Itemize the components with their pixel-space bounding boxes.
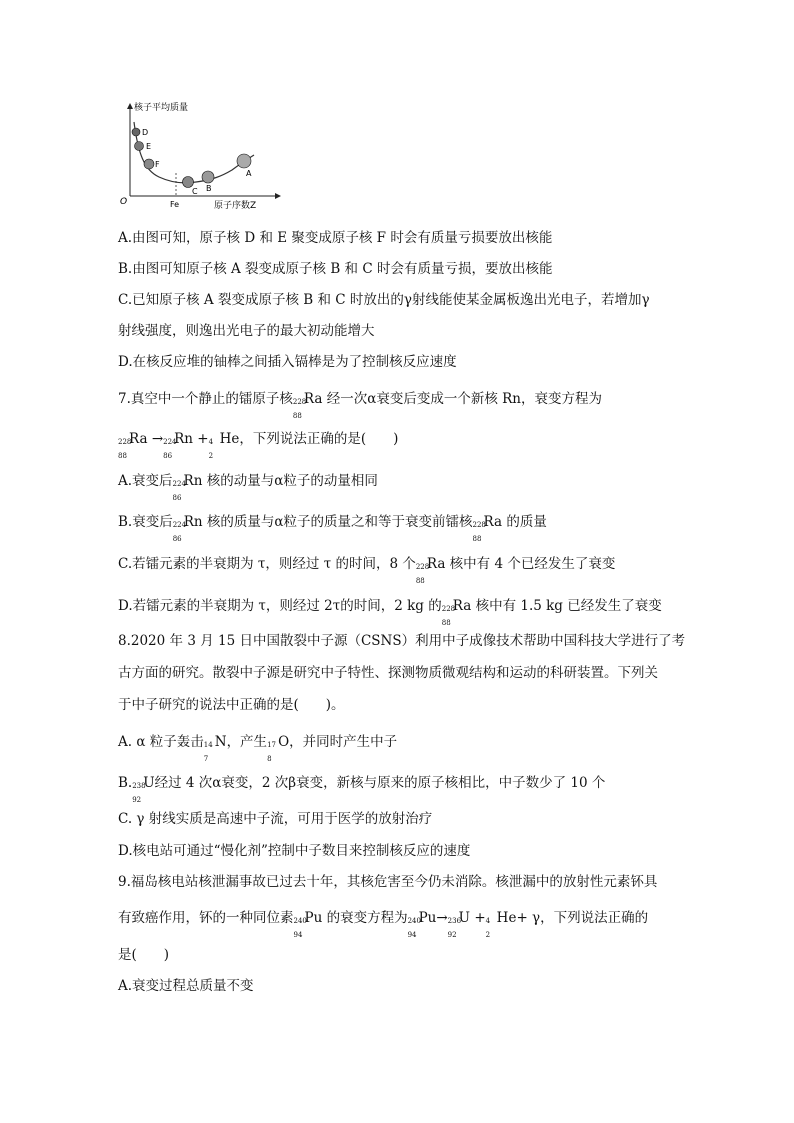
mass-number: 224 <box>172 480 186 488</box>
q7-d-pre: D.若镭元素的半衰期为 τ，则经过 2τ的时间，2 kg 的 <box>118 598 442 614</box>
mass-number: 236 <box>447 917 462 925</box>
q9-option-a: A.衰变过程总质量不变 <box>118 978 254 994</box>
arrow: → <box>151 431 164 447</box>
q7-b-pre: B.衰变后 <box>118 514 173 530</box>
atomic-number: 88 <box>415 577 425 585</box>
q8-b-pre: B. <box>118 775 133 791</box>
q7-stem-post: Ra 经一次α衰变后变成一个新核 Rn，衰变方程为 <box>303 391 602 407</box>
atomic-number: 92 <box>447 931 457 939</box>
q8-b-post: U经过 4 次α衰变，2 次β衰变，新核与原来的原子核相比，中子数少了 10 个 <box>143 775 606 791</box>
q7-option-d <box>118 597 662 627</box>
q7-b-mid: Rn 核的质量与α粒子的质量之和等于衰变前镭核 <box>183 514 473 530</box>
mass-number: 228 <box>441 605 456 613</box>
q7-d-post: Ra 核中有 1.5 kg 已经发生了衰变 <box>452 598 662 614</box>
point-B <box>202 171 214 183</box>
point-C <box>183 177 194 188</box>
fe-label: Fe <box>170 200 180 209</box>
label-A: A <box>246 169 252 178</box>
q9-l2-pre: 有致癌作用，钚的一种同位素 <box>118 910 294 926</box>
label-D: D <box>142 128 149 137</box>
point-F <box>144 159 154 169</box>
q7-c-post: Ra 核中有 4 个已经发生了衰变 <box>426 556 616 572</box>
gamma: + γ <box>516 910 541 926</box>
atomic-number: 88 <box>472 535 482 543</box>
q8-option-a <box>118 733 398 763</box>
label-B: B <box>206 184 212 193</box>
mass-number: 17 <box>267 741 276 749</box>
label-C: C <box>192 187 198 196</box>
mass-number: 240 <box>293 917 307 925</box>
arrow: → <box>436 910 448 926</box>
q9-stem-line2 <box>118 909 649 939</box>
mass-number: 4 <box>208 438 214 446</box>
q6-option-b: B.由图可知原子核 A 裂变成原子核 B 和 C 时会有质量亏损，要放出核能 <box>118 261 553 277</box>
atomic-number: 92 <box>132 796 142 804</box>
q9-stem-line1: 9.福岛核电站核泄漏事故已过去十年，其核危害至今仍未消除。核泄漏中的放射性元素钚具 <box>118 874 658 890</box>
symbol-u: U <box>458 910 471 926</box>
q9-l2-post: ，下列说法正确的 <box>540 910 649 926</box>
atomic-number: 86 <box>172 535 182 543</box>
binding-energy-graph <box>114 98 284 216</box>
symbol-rn: Rn <box>174 431 193 447</box>
mass-number: 4 <box>485 917 491 925</box>
atomic-number: 88 <box>441 619 451 627</box>
mass-number: 228 <box>472 521 486 529</box>
q8-option-d: D.核电站可通过“慢化剂”控制中子数目来控制核反应的速度 <box>118 843 471 859</box>
q7-option-b <box>118 513 547 543</box>
q9-l2-mid: Pu 的衰变方程为 <box>304 910 408 926</box>
atomic-number: 86 <box>163 452 173 460</box>
atomic-number: 2 <box>208 452 214 460</box>
symbol-he: He <box>496 910 517 926</box>
point-A <box>237 154 251 168</box>
q7-c-pre: C.若镭元素的半衰期为 τ，则经过 τ 的时间，8 个 <box>118 556 416 572</box>
q7-eq-post: ，下列说法正确的是( ) <box>239 431 399 447</box>
atomic-number: 8 <box>267 755 272 763</box>
q8-stem-line3: 于中子研究的说法中正确的是( )。 <box>118 697 345 713</box>
q7-b-post: Ra 的质量 <box>483 514 547 530</box>
mass-number: 224 <box>172 521 187 529</box>
y-axis-label: 核子平均质量 <box>134 103 189 113</box>
origin-label: O <box>120 197 128 207</box>
symbol-ra: Ra <box>129 431 148 447</box>
symbol-he: He <box>219 431 240 447</box>
q8-stem-line2: 古方面的研究。散裂中子源是研究中子特性、探测物质微观结构和运动的科研装置。下列关 <box>118 665 658 681</box>
q8-a-post: O，并同时产生中子 <box>278 734 398 750</box>
q7-option-c <box>118 555 616 585</box>
symbol-pu: Pu <box>418 910 437 926</box>
q7-stem <box>118 390 602 420</box>
q7-a-pre: A.衰变后 <box>118 473 173 489</box>
mass-curve <box>134 122 254 183</box>
q8-stem-line1: 8.2020 年 3 月 15 日中国散裂中子源（CSNS）利用中子成像技术帮助中国科技大学进行了考 <box>118 633 686 649</box>
q9-stem-line3: 是( ) <box>118 947 170 963</box>
q6-option-d: D.在核反应堆的铀棒之间插入镉棒是为了控制核反应速度 <box>118 354 457 370</box>
mass-number: 228 <box>415 563 430 571</box>
label-E: E <box>146 142 152 151</box>
plus: + <box>474 910 486 926</box>
point-E <box>135 142 144 151</box>
atomic-number: 94 <box>293 931 303 939</box>
plus: + <box>197 431 209 447</box>
q8-option-b <box>118 774 606 804</box>
q8-option-c: C. γ 射线实质是高速中子流，可用于医学的放射治疗 <box>118 811 433 827</box>
mass-number: 224 <box>163 438 177 446</box>
q6-option-c-line2: 射线强度，则逸出光电子的最大初动能增大 <box>118 323 375 339</box>
q8-a-mid: N，产生 <box>214 734 268 750</box>
q7-stem-pre: 7.真空中一个静止的镭原子核 <box>118 391 293 407</box>
q7-equation <box>118 430 399 460</box>
q8-a-pre: A. α 粒子轰击 <box>118 734 204 750</box>
label-F: F <box>155 160 160 169</box>
point-D <box>132 128 140 136</box>
mass-number: 228 <box>118 438 132 446</box>
atomic-number: 7 <box>203 755 209 763</box>
x-axis-label: 原子序数Z <box>214 201 257 211</box>
q6-option-c-line1: C.已知原子核 A 裂变成原子核 B 和 C 时放出的γ射线能使某金属板逸出光电子，若增加γ <box>118 292 650 308</box>
q7-option-a <box>118 472 378 502</box>
atomic-number: 88 <box>292 412 302 420</box>
mass-number: 14 <box>203 741 213 749</box>
mass-number: 228 <box>292 398 307 406</box>
atomic-number: 88 <box>118 452 127 460</box>
mass-number: 240 <box>407 917 421 925</box>
mass-number: 238 <box>132 782 146 790</box>
q7-a-post: Rn 核的动量与α粒子的动量相同 <box>183 473 378 489</box>
atomic-number: 86 <box>172 494 182 502</box>
q6-option-a: A.由图可知，原子核 D 和 E 聚变成原子核 F 时会有质量亏损要放出核能 <box>118 230 553 246</box>
atomic-number: 94 <box>407 931 417 939</box>
atomic-number: 2 <box>485 931 491 939</box>
